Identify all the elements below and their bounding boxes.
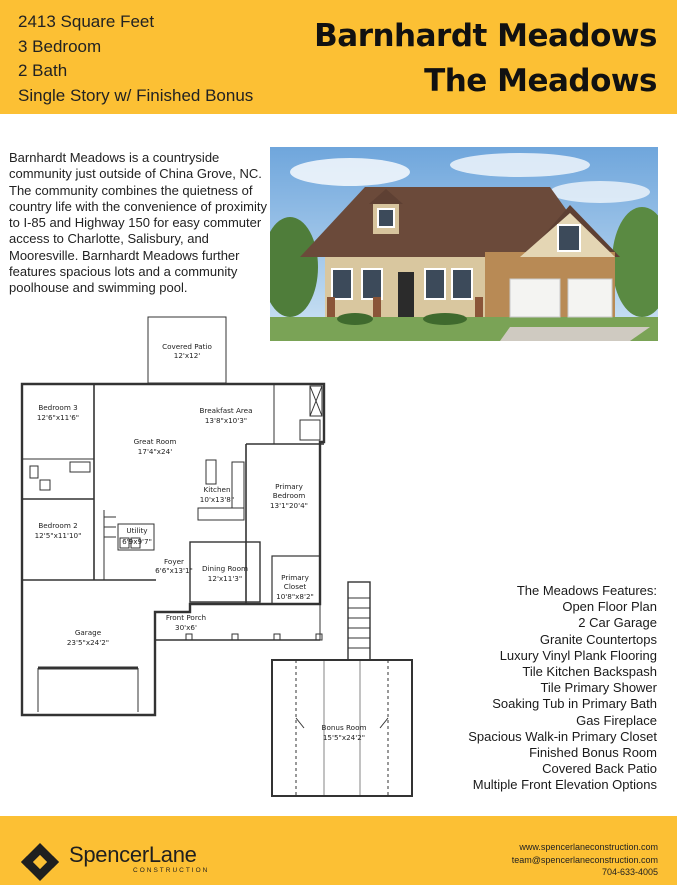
label-breakfast: Breakfast Area xyxy=(199,406,253,415)
label-front-porch: Front Porch xyxy=(165,613,207,622)
feature-item: Soaking Tub in Primary Bath xyxy=(492,696,657,712)
label-primary-closet-1: Primary xyxy=(281,573,309,582)
label-kitchen: Kitchen xyxy=(203,485,231,494)
feature-item: 2 Car Garage xyxy=(578,615,657,631)
label-covered-patio: Covered Patio xyxy=(162,342,212,351)
community-description: Barnhardt Meadows is a countryside community just outside of China Grove, NC. The community combines the quietness of country life with the convenience of proximity to I-85 and Highway 150 for easy commuter access to Charlotte, Salisbury, and Mooresville. Barnhardt Meadows further features spacious lots and a community poolhouse and swimming pool. xyxy=(9,150,267,296)
feature-item: Luxury Vinyl Plank Flooring xyxy=(499,647,657,663)
label-primary-bedroom-2: Bedroom xyxy=(272,491,306,500)
email-link[interactable]: team@spencerlaneconstruction.com xyxy=(511,854,658,865)
label-primary-closet-2: Closet xyxy=(283,582,307,591)
brand-name: SpencerLane xyxy=(69,842,197,867)
size-utility: 6'9x9'7" xyxy=(122,537,152,546)
size-great-room: 17'4"x24' xyxy=(137,447,173,456)
feature-item: Granite Countertops xyxy=(539,631,657,647)
page-title xyxy=(314,14,657,104)
feature-item: Multiple Front Elevation Options xyxy=(472,777,657,793)
header-banner xyxy=(0,0,677,114)
spencerlane-logo-icon xyxy=(18,840,62,884)
contact-info xyxy=(512,841,658,879)
feature-item: Tile Primary Shower xyxy=(540,680,657,696)
size-breakfast: 13'8"x10'3" xyxy=(204,416,248,425)
feature-item: Tile Kitchen Backspash xyxy=(522,664,657,680)
feature-item: Open Floor Plan xyxy=(562,599,657,615)
plan-title: The Meadows xyxy=(424,63,657,99)
label-utility: Utility xyxy=(126,526,148,535)
size-covered-patio: 12'x12' xyxy=(173,351,201,360)
label-primary-bedroom-1: Primary xyxy=(275,482,303,491)
bonus-room-plan xyxy=(268,578,418,805)
size-front-porch: 30'x6' xyxy=(175,623,197,632)
features-list xyxy=(468,583,657,794)
size-foyer: 6'6"x13'1" xyxy=(155,566,193,575)
label-bonus-room: Bonus Room xyxy=(321,723,367,732)
label-garage: Garage xyxy=(74,628,102,637)
footer-banner xyxy=(0,816,677,885)
spec-square-feet: 2413 Square Feet xyxy=(18,12,155,31)
feature-item: Spacious Walk-in Primary Closet xyxy=(468,728,657,744)
label-bedroom2: Bedroom 2 xyxy=(38,521,78,530)
spec-baths: 2 Bath xyxy=(18,61,68,80)
feature-item: Finished Bonus Room xyxy=(529,745,657,761)
label-great-room: Great Room xyxy=(133,437,177,446)
size-bonus-room: 15'5"x24'2" xyxy=(322,733,366,742)
phone-number[interactable]: 704-633-4005 xyxy=(601,867,658,877)
label-bedroom3: Bedroom 3 xyxy=(38,403,78,412)
size-bedroom3: 12'6"x11'6" xyxy=(36,413,80,422)
spec-stories: Single Story w/ Finished Bonus xyxy=(18,85,254,105)
label-dining: Dining Room xyxy=(202,564,248,573)
website-link[interactable]: www.spencerlaneconstruction.com xyxy=(519,842,658,852)
size-kitchen: 10'x13'8" xyxy=(199,495,235,504)
home-specs xyxy=(18,10,253,108)
size-garage: 23'5"x24'2" xyxy=(66,638,110,647)
feature-item: Covered Back Patio xyxy=(542,761,657,777)
community-title: Barnhardt Meadows xyxy=(314,18,657,54)
spec-bedrooms: 3 Bedroom xyxy=(18,36,102,56)
size-primary-bedroom: 13'1"20'4" xyxy=(269,501,309,510)
size-primary-closet: 10'8"x8'2" xyxy=(276,592,314,601)
label-foyer: Foyer xyxy=(164,557,184,566)
feature-item: Gas Fireplace xyxy=(576,712,657,728)
size-dining: 12'x11'3" xyxy=(207,574,243,583)
features-heading: The Meadows Features: xyxy=(516,583,657,598)
brand-subtitle: CONSTRUCTION xyxy=(133,867,210,874)
size-bedroom2: 12'5"x11'10" xyxy=(34,531,82,540)
